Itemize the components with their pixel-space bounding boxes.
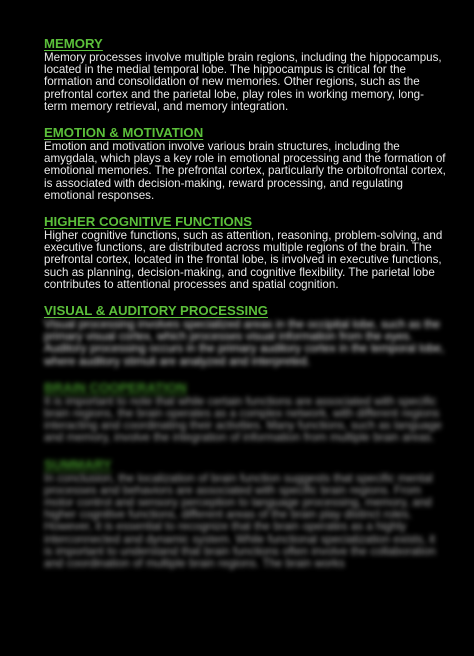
section-text: In conclusion, the localization of brain function suggests that specific mental processes and behaviors are associated with specific brain regions. From motor control and sensory perception to language processing, memory, and higher cognitive functions, different areas of the brain play distinct roles. However, it is essential to recognize that the brain operates as a highly interconnected and dynamic system. While functional specialization exists, it is important to understand that brain functions often involve the collaboration and coordination of multiple brain regions. The brain works xyxy=(44,471,436,571)
section-summary xyxy=(44,457,446,571)
section-heading: BRAIN COOPERATION xyxy=(44,379,187,395)
section-heading: EMOTION & MOTIVATION xyxy=(44,125,204,141)
section-heading: MEMORY xyxy=(44,36,103,51)
section-brain-cooperation xyxy=(44,380,446,445)
section-text: Emotion and motivation involve various brain structures, including the amygdala, which plays a key role in emotional processing and the formation of emotional memories. The prefrontal cortex, particularly the orbitofrontal cortex, is associated with decision-making, reward processing, and regulating emotional responses. xyxy=(44,140,446,202)
section-memory xyxy=(44,36,446,113)
section-heading: HIGHER COGNITIVE FUNCTIONS xyxy=(44,214,253,230)
section-visual-auditory-processing xyxy=(44,303,446,368)
section-heading: SUMMARY xyxy=(44,456,112,472)
section-higher-cognitive-functions xyxy=(44,214,446,291)
section-text: Memory processes involve multiple brain regions, including the hippocampus, located in the medial temporal lobe. The hippocampus is critical for the formation and consolidation of new memories. Other regions, such as the prefrontal cortex and the parietal lobe, play roles in working memory, long-term memory retrieval, and memory integration. xyxy=(44,51,442,113)
section-text: It is important to note that while certain functions are associated with specific brain regions, the brain operates as a complex network, with different regions interacting and coordinating their activities. Many functions, such as language and memory, involve the integration of information from multiple brain areas. xyxy=(44,394,442,445)
section-text-blurred: Visual processing involves specialized areas in the occipital lobe, such as the primary visual cortex, which processes visual information from the eyes. Auditory processing occurs in the primary auditory cortex in the temporal lobe, where auditory stimuli are analyzed and interpreted. xyxy=(44,318,445,368)
section-emotion-motivation xyxy=(44,125,446,202)
section-heading: VISUAL & AUDITORY PROCESSING xyxy=(44,303,268,319)
section-text: Higher cognitive functions, such as attention, reasoning, problem-solving, and executive functions, are distributed across multiple regions of the brain. The prefrontal cortex, located in the frontal lobe, is involved in executive functions, such as planning, decision-making, and cognitive flexibility. The parietal lobe contributes to attentional processes and spatial cognition. xyxy=(44,229,443,291)
